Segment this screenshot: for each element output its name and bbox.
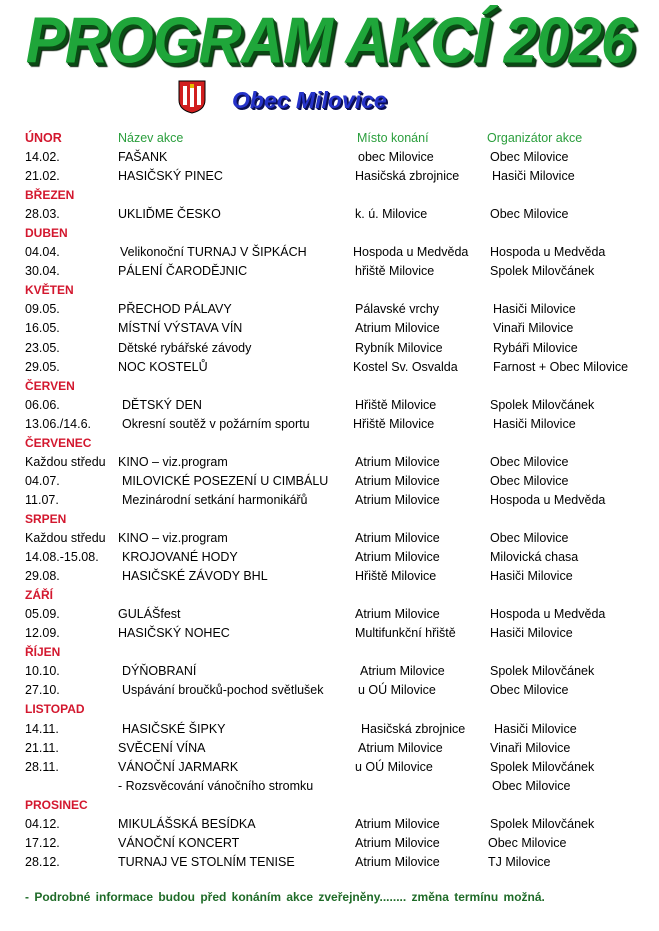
- event-organizer: Obec Milovice: [488, 835, 567, 850]
- month-heading: [0, 224, 659, 243]
- event-name: HASIČSKÝ NOHEC: [118, 626, 230, 641]
- event-row: [0, 167, 659, 186]
- event-place: Atrium Milovice: [355, 473, 440, 488]
- column-header-place: Místo konání: [357, 131, 429, 145]
- event-name: KINO – viz.program: [118, 531, 228, 545]
- event-row: [0, 605, 659, 624]
- event-name: DÝŇOBRANÍ: [122, 664, 197, 679]
- event-row: [0, 681, 659, 700]
- event-date: 23.05.: [25, 340, 60, 355]
- event-date: Každou středu: [25, 531, 106, 545]
- month-label: ČERVEN: [25, 378, 75, 393]
- event-place: Atrium Milovice: [355, 550, 440, 565]
- column-header-name: Název akce: [118, 131, 184, 145]
- event-place: Atrium Milovice: [355, 854, 440, 869]
- event-organizer: Hasiči Milovice: [493, 416, 576, 431]
- event-place: Hřiště Milovice: [355, 569, 437, 584]
- event-place: Atrium Milovice: [355, 492, 440, 507]
- event-row: [0, 777, 659, 796]
- event-row: [0, 548, 659, 567]
- event-place: u OÚ Milovice: [355, 759, 433, 774]
- column-header-organizer: Organizátor akce: [487, 131, 583, 145]
- event-date: 11.07.: [25, 492, 59, 507]
- event-name: HASIČSKÝ PINEC: [118, 169, 223, 184]
- event-row: [0, 472, 659, 491]
- event-organizer: Hospoda u Medvěda: [490, 245, 606, 260]
- event-date: 29.05.: [25, 359, 60, 374]
- event-place: Hospoda u Medvěda: [353, 245, 469, 260]
- event-name: FAŠANK: [118, 150, 168, 164]
- event-row: [0, 758, 659, 777]
- event-date: 21.02.: [25, 169, 60, 184]
- event-organizer: Rybáři Milovice: [493, 340, 578, 355]
- event-row: [0, 834, 659, 853]
- event-place: u OÚ Milovice: [358, 683, 436, 698]
- event-date: 12.09.: [25, 626, 60, 641]
- event-place: Atrium Milovice: [355, 454, 440, 469]
- event-organizer: Obec Milovice: [492, 778, 571, 793]
- event-place: Atrium Milovice: [355, 835, 440, 850]
- event-name: GULÁŠfest: [118, 607, 181, 622]
- event-place: Hasičská zbrojnice: [355, 169, 460, 184]
- event-organizer: Obec Milovice: [490, 531, 569, 545]
- event-row: [0, 720, 659, 739]
- event-row: [0, 567, 659, 586]
- event-row: [0, 662, 659, 681]
- event-row: [0, 815, 659, 834]
- event-name: NOC KOSTELŮ: [118, 359, 208, 374]
- event-organizer: Spolek Milovčánek: [490, 816, 595, 831]
- event-organizer: TJ Milovice: [488, 854, 551, 869]
- event-row: [0, 491, 659, 510]
- event-date: 14.02.: [25, 150, 60, 164]
- event-name: Dětské rybářské závody: [118, 340, 252, 355]
- event-place: obec Milovice: [358, 150, 434, 164]
- month-label: LISTOPAD: [25, 702, 85, 717]
- event-place: Atrium Milovice: [355, 607, 440, 622]
- event-row: [0, 529, 659, 548]
- event-name: Okresní soutěž v požárním sportu: [122, 416, 310, 431]
- event-organizer: Obec Milovice: [490, 207, 569, 222]
- event-date: 30.04.: [25, 264, 60, 279]
- event-row: [0, 243, 659, 262]
- event-place: Hřiště Milovice: [355, 397, 437, 412]
- event-name: MILOVICKÉ POSEZENÍ U CIMBÁLU: [122, 473, 329, 488]
- event-date: 27.10.: [25, 683, 60, 698]
- month-label: ÚNOR: [25, 131, 62, 145]
- event-organizer: Spolek Milovčánek: [490, 664, 595, 679]
- event-name: MÍSTNÍ VÝSTAVA VÍN: [118, 321, 243, 336]
- event-date: 21.11.: [25, 740, 59, 755]
- event-name: HASIČSKÉ ŠIPKY: [122, 721, 226, 736]
- event-row: [0, 853, 659, 872]
- event-name: VÁNOČNÍ JARMARK: [118, 759, 239, 774]
- event-place: Hasičská zbrojnice: [361, 721, 466, 736]
- event-date: 28.03.: [25, 207, 60, 222]
- event-row: [0, 415, 659, 434]
- event-organizer: Spolek Milovčánek: [490, 264, 595, 279]
- month-label: DUBEN: [25, 226, 68, 241]
- event-name: Mezinárodní setkání harmonikářů: [122, 492, 308, 507]
- event-organizer: Spolek Milovčánek: [490, 397, 595, 412]
- month-heading: [0, 510, 659, 529]
- event-organizer: Farnost + Obec Milovice: [493, 359, 629, 374]
- event-name: Velikonoční TURNAJ V ŠIPKÁCH: [120, 245, 307, 260]
- event-name: PŘECHOD PÁLAVY: [118, 302, 232, 317]
- event-date: 04.04.: [25, 245, 60, 260]
- event-place: Pálavské vrchy: [355, 302, 440, 317]
- event-organizer: Hasiči Milovice: [493, 302, 576, 317]
- month-label: PROSINEC: [25, 797, 88, 812]
- event-place: Atrium Milovice: [355, 816, 440, 831]
- event-organizer: Vinaři Milovice: [493, 321, 574, 336]
- event-name: Uspávání broučků-pochod světlušek: [122, 683, 324, 698]
- event-row: [0, 148, 659, 167]
- event-date: 28.11.: [25, 759, 59, 774]
- month-heading: [0, 700, 659, 719]
- event-name: VÁNOČNÍ KONCERT: [118, 835, 240, 850]
- event-place: Atrium Milovice: [355, 321, 440, 336]
- event-date: 10.10.: [25, 664, 60, 679]
- event-name: DĚTSKÝ DEN: [122, 397, 202, 412]
- event-organizer: Hospoda u Medvěda: [490, 492, 606, 507]
- month-label: SRPEN: [25, 511, 67, 526]
- event-place: Kostel Sv. Osvalda: [353, 359, 458, 374]
- event-row: [0, 358, 659, 377]
- event-date: 05.09.: [25, 607, 60, 622]
- event-name: - Rozsvěcování vánočního stromku: [118, 778, 314, 793]
- event-row: [0, 319, 659, 338]
- month-label: BŘEZEN: [25, 188, 75, 203]
- event-name: PÁLENÍ ČARODĚJNIC: [118, 264, 248, 279]
- event-name: TURNAJ VE STOLNÍM TENISE: [118, 854, 295, 869]
- month-heading: [0, 377, 659, 396]
- event-row: [0, 300, 659, 319]
- event-place: Atrium Milovice: [355, 531, 440, 545]
- event-organizer: Obec Milovice: [490, 473, 569, 488]
- event-organizer: Hospoda u Medvěda: [490, 607, 606, 622]
- event-place: Multifunkční hřiště: [355, 626, 456, 641]
- event-name: KROJOVANÉ HODY: [122, 550, 238, 565]
- event-date: 04.07.: [25, 473, 60, 488]
- event-name: SVĚCENÍ VÍNA: [118, 740, 206, 755]
- event-place: Atrium Milovice: [360, 664, 445, 679]
- column-header-row: [0, 129, 659, 148]
- event-organizer: Milovická chasa: [490, 550, 579, 565]
- event-date: 29.08.: [25, 569, 60, 584]
- event-row: [0, 453, 659, 472]
- event-organizer: Obec Milovice: [490, 683, 569, 698]
- footer-note: - Podrobné informace budou před konáním akce zveřejněny........ změna termínu možná.: [25, 890, 545, 904]
- event-place: k. ú. Milovice: [355, 207, 428, 222]
- event-date: 28.12.: [25, 854, 60, 869]
- event-name: MIKULÁŠSKÁ BESÍDKA: [118, 816, 256, 831]
- month-heading: [0, 643, 659, 662]
- month-label: KVĚTEN: [25, 283, 74, 298]
- event-organizer: Hasiči Milovice: [492, 169, 575, 184]
- event-date: 17.12.: [25, 835, 60, 850]
- event-name: KINO – viz.program: [118, 454, 228, 469]
- event-name: HASIČSKÉ ZÁVODY BHL: [122, 569, 268, 584]
- event-date: 09.05.: [25, 302, 60, 317]
- municipality-name: Obec Milovice: [232, 87, 387, 113]
- month-heading: [0, 586, 659, 605]
- month-label: ZÁŘÍ: [25, 588, 53, 603]
- month-heading: [0, 281, 659, 300]
- event-organizer: Hasiči Milovice: [490, 569, 573, 584]
- event-row: [0, 339, 659, 358]
- event-row: [0, 205, 659, 224]
- event-organizer: Spolek Milovčánek: [490, 759, 595, 774]
- month-heading: [0, 796, 659, 815]
- month-heading: [0, 186, 659, 205]
- event-place: Rybník Milovice: [355, 340, 443, 355]
- event-row: [0, 396, 659, 415]
- event-place: Atrium Milovice: [358, 740, 443, 755]
- event-date: 14.11.: [25, 721, 59, 736]
- event-organizer: Obec Milovice: [490, 454, 569, 469]
- event-place: Hřiště Milovice: [353, 416, 435, 431]
- event-organizer: Obec Milovice: [490, 150, 569, 164]
- event-date: 16.05.: [25, 321, 60, 336]
- event-organizer: Hasiči Milovice: [490, 626, 573, 641]
- event-date: Každou středu: [25, 454, 106, 469]
- event-row: [0, 624, 659, 643]
- event-row: [0, 739, 659, 758]
- month-label: ŘÍJEN: [25, 645, 61, 660]
- event-date: 14.08.-15.08.: [25, 550, 99, 565]
- event-date: 13.06./14.6.: [25, 416, 92, 431]
- event-place: hřiště Milovice: [355, 264, 435, 279]
- event-date: 06.06.: [25, 397, 60, 412]
- event-organizer: Hasiči Milovice: [494, 721, 577, 736]
- event-name: UKLIĎME ČESKO: [118, 207, 221, 222]
- month-heading: [0, 434, 659, 453]
- page-title: PROGRAM AKCÍ 2026: [25, 4, 634, 77]
- event-row: [0, 262, 659, 281]
- event-organizer: Vinaři Milovice: [490, 740, 571, 755]
- coat-of-arms-icon: [178, 80, 206, 114]
- event-date: 04.12.: [25, 816, 60, 831]
- month-label: ČERVENEC: [25, 435, 92, 450]
